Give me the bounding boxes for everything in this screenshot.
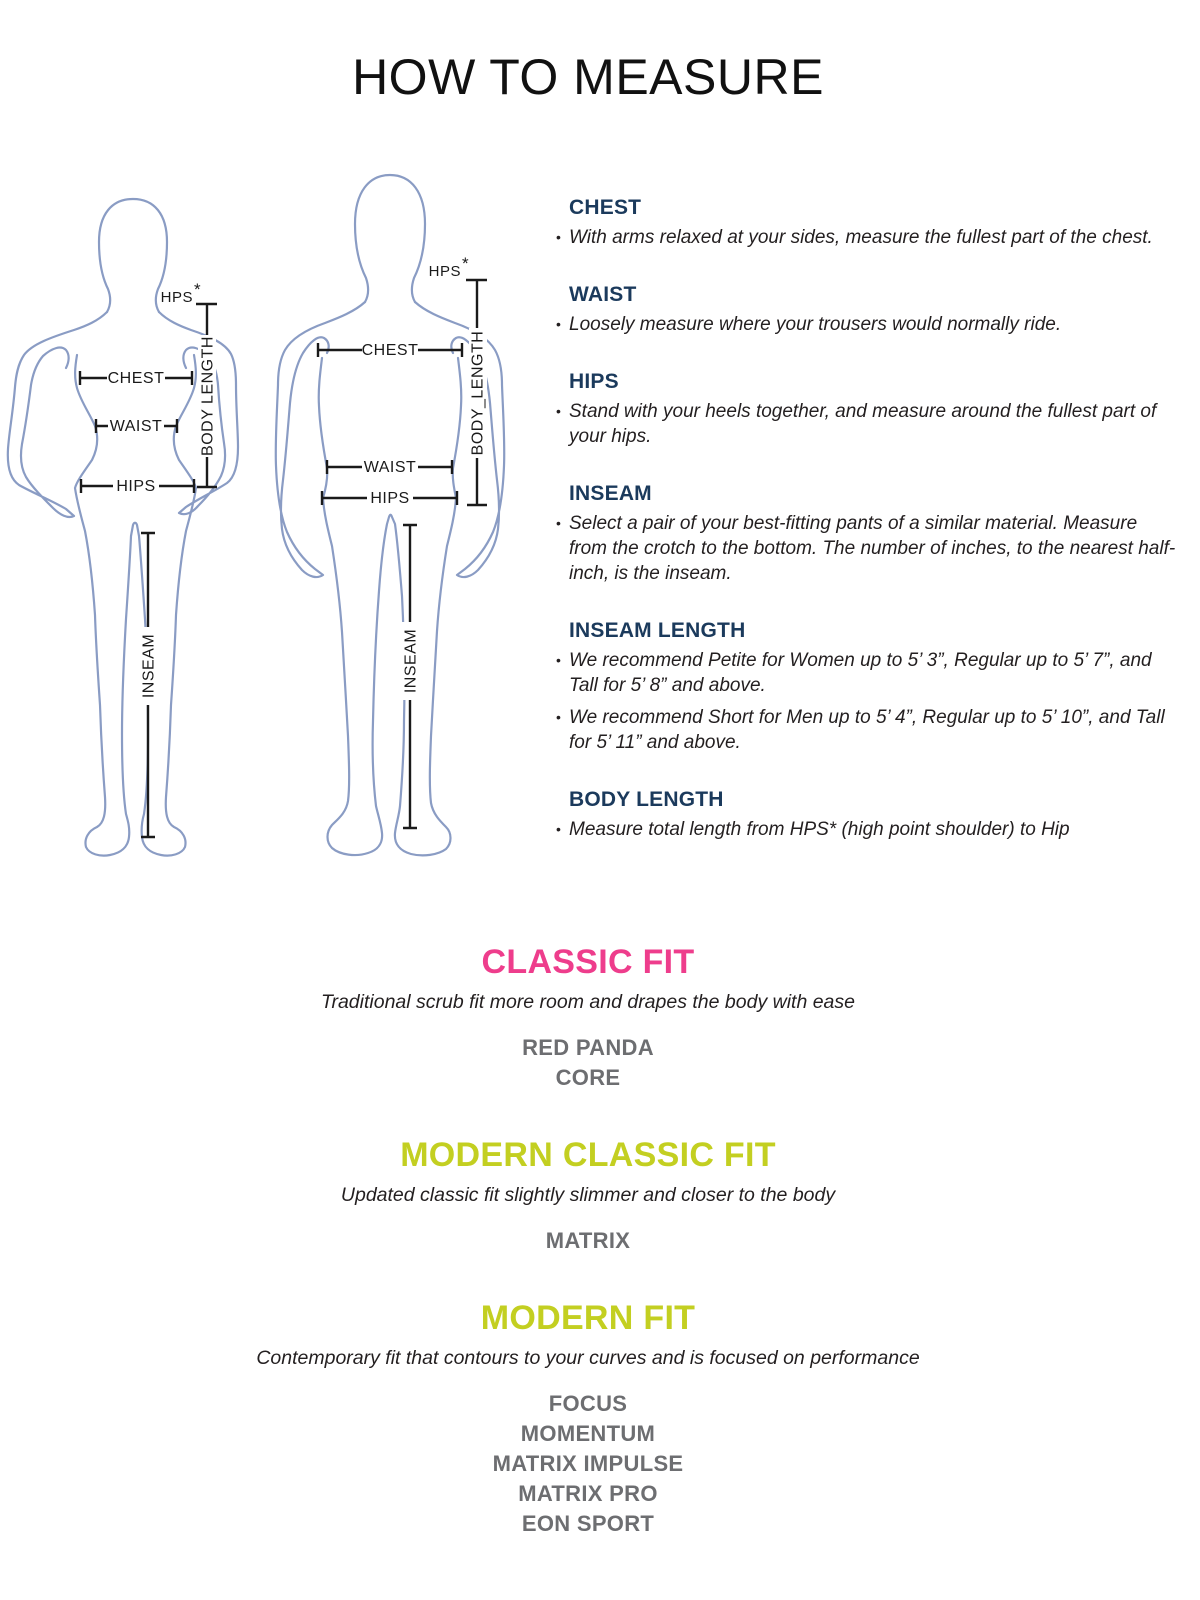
measure-instructions-column [556, 196, 1178, 875]
section-waist-heading: WAIST [569, 283, 637, 306]
male-right-arm-outline [415, 302, 504, 577]
section-inseam-length-bullet-1-text: We recommend Petite for Women up to 5’ 3”, Regular up to 5’ 7”, and Tall for 5’ 8” and above. [569, 650, 1152, 696]
fit-categories [0, 941, 1176, 1580]
male-hips-label: HIPS [370, 490, 410, 507]
bullet-dot: • [556, 403, 561, 419]
section-chest-heading: CHEST [569, 196, 642, 219]
female-body-outline [8, 199, 238, 856]
fit-classic-name: CLASSIC FIT [481, 943, 695, 981]
male-figure-diagram [270, 160, 540, 890]
female-waist-label: WAIST [109, 418, 163, 435]
male-chest-label: CHEST [361, 342, 419, 359]
section-inseam [556, 482, 1178, 586]
section-inseam-bullet [556, 511, 1178, 586]
product-line: EON SPORT [521, 1511, 655, 1536]
product-line: MATRIX PRO [518, 1481, 658, 1506]
section-hips-bullet-text: Stand with your heels together, and measure around the fullest part of your hips. [569, 401, 1157, 447]
page-title: HOW TO MEASURE [352, 49, 824, 105]
male-waist-label: WAIST [363, 459, 417, 476]
section-hips-heading: HIPS [569, 370, 619, 393]
section-inseam-length-bullet-2-text: We recommend Short for Men up to 5’ 4”, Regular up to 5’ 10”, and Tall for 5’ 11” and above. [569, 707, 1165, 753]
male-left-arm-outline [276, 302, 365, 577]
bullet-dot: • [556, 821, 561, 837]
section-inseam-bullet-text: Select a pair of your best-fitting pants of a similar material. Measure from the crotch to the bottom. The number of inches, to the nearest half-inch, is the inseam. [569, 513, 1176, 584]
male-hps-asterisk: * [462, 254, 470, 273]
fit-modern-name: MODERN FIT [480, 1299, 696, 1337]
section-waist-bullet [556, 312, 1178, 337]
section-body-length-bullet-text: Measure total length from HPS* (high point shoulder) to Hip [569, 819, 1070, 840]
bullet-dot: • [556, 515, 561, 531]
fit-block-classic [0, 941, 1176, 1093]
bullet-dot: • [556, 652, 561, 668]
male-measure-labels [362, 254, 487, 700]
section-waist [556, 283, 1178, 337]
male-head-outline [355, 175, 425, 302]
fit-block-modern [0, 1297, 1176, 1539]
section-waist-bullet-text: Loosely measure where your trousers would normally ride. [569, 314, 1062, 335]
bullet-dot: • [556, 229, 561, 245]
fit-modern-classic-name: MODERN CLASSIC FIT [400, 1136, 776, 1174]
section-chest-bullet-text: With arms relaxed at your sides, measure the fullest part of the chest. [569, 227, 1153, 248]
section-inseam-length [556, 619, 1178, 755]
fit-modern-classic-description: Updated classic fit slightly slimmer and closer to the body [340, 1184, 836, 1206]
fit-classic-products [0, 1033, 1176, 1093]
female-chest-label: CHEST [107, 370, 165, 387]
male-inseam-label: INSEAM [402, 628, 420, 694]
section-inseam-length-bullet-2 [556, 705, 1178, 755]
fit-modern-classic-products [0, 1226, 1176, 1256]
fit-modern-description: Contemporary fit that contours to your curves and is focused on performance [256, 1347, 920, 1369]
male-body-length-label: BODY_LENGTH [469, 330, 487, 456]
product-line: MATRIX [545, 1228, 631, 1253]
fit-block-modern-classic [0, 1134, 1176, 1256]
product-line: MATRIX IMPULSE [492, 1451, 684, 1476]
male-body-outline [276, 175, 505, 855]
fit-modern-products [0, 1389, 1176, 1539]
female-figure-diagram [0, 185, 240, 885]
male-hps-label: HPS [428, 263, 461, 280]
section-inseam-length-heading: INSEAM LENGTH [569, 619, 746, 642]
section-inseam-heading: INSEAM [569, 482, 652, 505]
female-inseam-label: INSEAM [140, 633, 158, 699]
fit-classic-description: Traditional scrub fit more room and drapes the body with ease [321, 991, 855, 1013]
bullet-dot: • [556, 709, 561, 725]
bullet-dot: • [556, 316, 561, 332]
section-body-length-bullet [556, 817, 1178, 842]
product-line: FOCUS [548, 1391, 628, 1416]
product-line: CORE [555, 1065, 621, 1090]
product-line: RED PANDA [522, 1035, 654, 1060]
female-hps-label: HPS [160, 289, 193, 306]
female-body-length-label: BODY LENGTH [199, 336, 217, 456]
female-hips-label: HIPS [116, 478, 156, 495]
section-hips-bullet [556, 399, 1178, 449]
section-chest [556, 196, 1178, 250]
section-body-length-heading: BODY LENGTH [569, 788, 724, 811]
product-line: MOMENTUM [520, 1421, 656, 1446]
male-torso-legs-outline [319, 358, 462, 855]
section-hips [556, 370, 1178, 449]
section-chest-bullet [556, 225, 1178, 250]
female-hps-asterisk: * [194, 280, 202, 299]
section-body-length [556, 788, 1178, 842]
section-inseam-length-bullet-1 [556, 648, 1178, 698]
female-head-outline [99, 199, 167, 312]
